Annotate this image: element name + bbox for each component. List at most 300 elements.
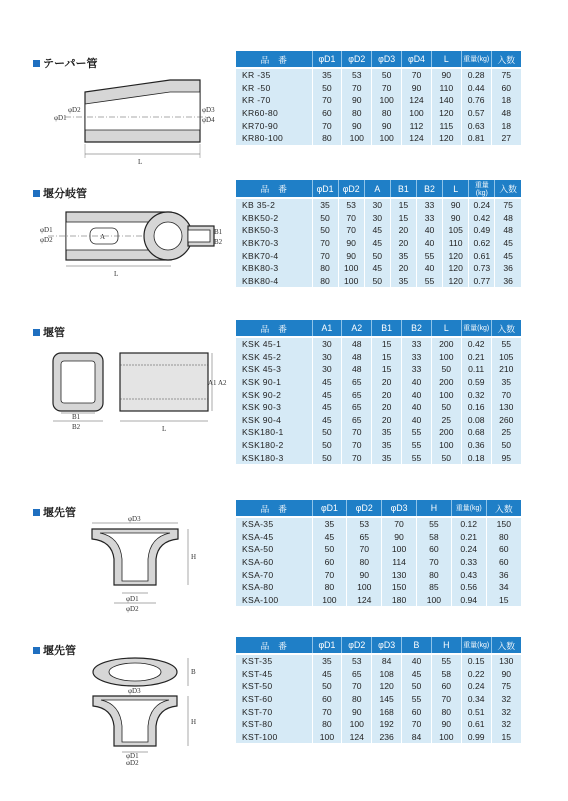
table-cell: 120 [431, 107, 461, 120]
table-cell: 15 [486, 594, 521, 607]
table-cell: 48 [495, 212, 521, 225]
table-cell: 100 [382, 543, 417, 556]
section-title-text: テーパー管 [43, 57, 98, 70]
table-row [236, 249, 521, 262]
table-cell: 34 [486, 581, 521, 594]
column-header: 入数 [491, 51, 521, 68]
table-cell: 45 [312, 401, 342, 414]
product-code-cell: KSK 90-2 [236, 388, 312, 401]
table-cell: 40 [402, 376, 432, 389]
column-header: φD2 [338, 180, 364, 198]
product-code-cell: KSK 90-4 [236, 414, 312, 427]
table-cell: 80 [342, 107, 372, 120]
column-header: 品 番 [236, 637, 312, 654]
table-cell: 50 [431, 451, 461, 464]
product-code-cell: KR -35 [236, 68, 312, 82]
diagram-label: φD2 [40, 236, 53, 244]
table-cell: 20 [372, 388, 402, 401]
table-cell: 70 [347, 543, 382, 556]
table-cell: 80 [342, 693, 372, 706]
product-code-cell: KSK 90-3 [236, 401, 312, 414]
table-cell: 45 [495, 249, 521, 262]
table-cell: 60 [486, 543, 521, 556]
table-cell: 0.21 [451, 531, 486, 544]
table-cell: 36 [495, 275, 521, 288]
table-cell: 15 [372, 337, 402, 351]
table-row [236, 224, 521, 237]
table-cell: 108 [372, 668, 402, 681]
column-header: φD3 [382, 500, 417, 517]
table-cell: 20 [390, 262, 416, 275]
table-row [236, 376, 521, 389]
bullet-square-icon [33, 509, 40, 516]
table-cell: 90 [491, 668, 521, 681]
table-cell: 53 [347, 517, 382, 531]
table-cell: 40 [402, 654, 432, 668]
product-code-cell: KR -70 [236, 94, 312, 107]
weir-tip-pipe-2-table [236, 637, 521, 743]
product-code-cell: KST-60 [236, 693, 312, 706]
table-cell: 105 [491, 351, 521, 364]
table-cell: 100 [416, 594, 451, 607]
diagram-label: A2 [218, 379, 227, 387]
column-header: 品 番 [236, 320, 312, 337]
table-cell: 130 [382, 568, 417, 581]
table-row [236, 363, 521, 376]
table-cell: 124 [402, 132, 432, 145]
table-cell: 124 [347, 594, 382, 607]
table-cell: 100 [342, 132, 372, 145]
table-cell: 50 [402, 680, 432, 693]
column-header: φD1 [312, 180, 338, 198]
column-header: φD1 [312, 500, 347, 517]
table-cell: 100 [431, 439, 461, 452]
diagram-label: φD1 [54, 114, 67, 122]
branch-pipe-table [236, 180, 521, 287]
table-cell: 65 [342, 376, 372, 389]
column-header: φD3 [372, 637, 402, 654]
table-cell: 70 [416, 556, 451, 569]
table-cell: 90 [372, 119, 402, 132]
table-cell: 90 [342, 119, 372, 132]
table-cell: 0.36 [461, 439, 491, 452]
table-cell: 15 [372, 363, 402, 376]
diagram-label: φD2 [68, 106, 81, 114]
table-cell: 114 [382, 556, 417, 569]
table-cell: 100 [342, 718, 372, 731]
table-header-row [236, 637, 521, 654]
table-cell: 120 [443, 249, 469, 262]
product-code-cell: KST-50 [236, 680, 312, 693]
diagram-label: B2 [72, 423, 81, 431]
table-cell: 70 [312, 705, 342, 718]
table-cell: 140 [431, 94, 461, 107]
table-cell: 0.43 [451, 568, 486, 581]
table-cell: 36 [495, 262, 521, 275]
table-cell: 70 [312, 119, 342, 132]
table-cell: 0.42 [469, 212, 495, 225]
weir-tip-pipe-diagram [70, 515, 210, 615]
table-row [236, 426, 521, 439]
table-cell: 55 [402, 451, 432, 464]
table-cell: 180 [382, 594, 417, 607]
table-cell: 65 [342, 401, 372, 414]
table-cell: 70 [342, 426, 372, 439]
table-cell: 45 [312, 376, 342, 389]
table-cell: 100 [431, 731, 461, 744]
table-row [236, 556, 521, 569]
table-row [236, 718, 521, 731]
table-cell: 0.21 [461, 351, 491, 364]
table-header-row [236, 500, 521, 517]
product-code-cell: KBK50-3 [236, 224, 312, 237]
table-cell: 60 [431, 680, 461, 693]
table-cell: 100 [372, 94, 402, 107]
table-cell: 150 [486, 517, 521, 531]
column-header: φD2 [342, 51, 372, 68]
table-row [236, 337, 521, 351]
column-header: φD1 [312, 51, 342, 68]
column-header: B2 [417, 180, 443, 198]
table-cell: 18 [491, 94, 521, 107]
table-cell: 100 [312, 594, 347, 607]
table-row [236, 107, 521, 120]
table-cell: 90 [338, 249, 364, 262]
bullet-square-icon [33, 329, 40, 336]
table-header-row [236, 180, 521, 198]
table-cell: 27 [491, 132, 521, 145]
diagram-label: φD1 [126, 752, 139, 760]
table-cell: 70 [342, 439, 372, 452]
table-cell: 25 [431, 414, 461, 427]
column-header: A2 [342, 320, 372, 337]
table-cell: 48 [491, 107, 521, 120]
table-cell: 0.42 [461, 337, 491, 351]
product-code-cell: KST-35 [236, 654, 312, 668]
column-header: A1 [312, 320, 342, 337]
column-header: φD2 [342, 637, 372, 654]
product-code-cell: KSA-70 [236, 568, 312, 581]
table-cell: 90 [443, 212, 469, 225]
table-row [236, 581, 521, 594]
table-cell: 200 [431, 337, 461, 351]
table-cell: 32 [491, 693, 521, 706]
table-cell: 124 [342, 731, 372, 744]
table-cell: 32 [491, 705, 521, 718]
table-cell: 130 [491, 401, 521, 414]
table-cell: 130 [491, 654, 521, 668]
table-cell: 110 [431, 82, 461, 95]
table-row [236, 439, 521, 452]
product-code-cell: KSK 45-1 [236, 337, 312, 351]
table-row [236, 654, 521, 668]
table-cell: 70 [312, 249, 338, 262]
diagram-label: B1 [214, 228, 223, 236]
table-cell: 0.76 [461, 94, 491, 107]
column-header: φD4 [402, 51, 432, 68]
table-cell: 45 [364, 262, 390, 275]
table-cell: 70 [372, 82, 402, 95]
column-header: 入数 [491, 320, 521, 337]
table-cell: 40 [402, 401, 432, 414]
product-code-cell: KBK80-3 [236, 262, 312, 275]
weir-tip-pipe-2-diagram [70, 650, 210, 765]
table-cell: 33 [402, 351, 432, 364]
table-row [236, 594, 521, 607]
column-header: H [416, 500, 451, 517]
table-cell: 70 [342, 451, 372, 464]
table-cell: 95 [491, 451, 521, 464]
table-cell: 124 [402, 94, 432, 107]
table-cell: 55 [491, 337, 521, 351]
table-cell: 70 [342, 680, 372, 693]
table-row [236, 351, 521, 364]
column-header: A [364, 180, 390, 198]
table-cell: 260 [491, 414, 521, 427]
table-cell: 0.16 [461, 401, 491, 414]
section-title-text: 堰先管 [43, 506, 76, 519]
product-code-cell: KR80-100 [236, 132, 312, 145]
table-cell: 90 [402, 82, 432, 95]
table-cell: 0.62 [469, 237, 495, 250]
table-cell: 70 [402, 718, 432, 731]
column-header: L [431, 51, 461, 68]
table-cell: 0.08 [461, 414, 491, 427]
table-cell: 60 [416, 543, 451, 556]
product-code-cell: KST-80 [236, 718, 312, 731]
product-code-cell: KSK 45-2 [236, 351, 312, 364]
table-cell: 50 [312, 680, 342, 693]
table-cell: 0.15 [461, 654, 491, 668]
table-cell: 90 [443, 198, 469, 212]
table-cell: 48 [495, 224, 521, 237]
table-cell: 40 [417, 262, 443, 275]
weir-tip-pipe-table [236, 500, 521, 606]
table-cell: 210 [491, 363, 521, 376]
table-cell: 50 [364, 275, 390, 288]
table-cell: 55 [431, 654, 461, 668]
column-header: B2 [402, 320, 432, 337]
column-header: 品 番 [236, 51, 312, 68]
table-cell: 35 [312, 68, 342, 82]
table-cell: 0.56 [451, 581, 486, 594]
product-code-cell: KB 35-2 [236, 198, 312, 212]
table-cell: 0.24 [469, 198, 495, 212]
table-cell: 0.68 [461, 426, 491, 439]
table-cell: 70 [342, 82, 372, 95]
column-header: 品 番 [236, 180, 312, 198]
table-cell: 0.73 [469, 262, 495, 275]
column-header: 重量(kg) [469, 180, 495, 198]
column-header: 入数 [486, 500, 521, 517]
table-cell: 120 [443, 262, 469, 275]
table-cell: 35 [372, 426, 402, 439]
table-cell: 55 [402, 426, 432, 439]
table-cell: 0.11 [461, 363, 491, 376]
table-cell: 60 [491, 82, 521, 95]
table-cell: 192 [372, 718, 402, 731]
table-cell: 0.24 [451, 543, 486, 556]
table-cell: 35 [390, 275, 416, 288]
section-title-text: 堰管 [43, 326, 65, 339]
table-cell: 50 [312, 426, 342, 439]
diagram-label: H [191, 718, 197, 726]
table-cell: 48 [342, 337, 372, 351]
table-cell: 20 [390, 237, 416, 250]
table-cell: 50 [312, 439, 342, 452]
product-code-cell: KSA-60 [236, 556, 312, 569]
table-cell: 0.49 [469, 224, 495, 237]
table-cell: 60 [486, 556, 521, 569]
table-cell: 90 [342, 94, 372, 107]
table-cell: 84 [372, 654, 402, 668]
section-title-branch-pipe [33, 185, 87, 201]
table-cell: 80 [312, 275, 338, 288]
section-title-taper-pipe [33, 55, 97, 71]
table-cell: 55 [417, 249, 443, 262]
table-cell: 150 [382, 581, 417, 594]
table-cell: 15 [390, 212, 416, 225]
table-row [236, 451, 521, 464]
table-cell: 120 [443, 275, 469, 288]
diagram-label: B1 [72, 413, 81, 421]
product-code-cell: KSA-45 [236, 531, 312, 544]
table-cell: 110 [443, 237, 469, 250]
table-cell: 0.33 [451, 556, 486, 569]
diagram-label: φD3 [128, 687, 141, 695]
table-row [236, 82, 521, 95]
table-cell: 65 [342, 414, 372, 427]
table-row [236, 401, 521, 414]
table-cell: 25 [491, 426, 521, 439]
table-cell: 112 [402, 119, 432, 132]
table-cell: 53 [338, 198, 364, 212]
product-code-cell: KR60-80 [236, 107, 312, 120]
section-title-text: 堰分岐管 [43, 187, 87, 200]
table-cell: 120 [431, 132, 461, 145]
table-cell: 60 [402, 705, 432, 718]
table-cell: 45 [312, 531, 347, 544]
table-cell: 50 [372, 68, 402, 82]
bullet-square-icon [33, 190, 40, 197]
weir-pipe-table [236, 320, 521, 464]
table-row [236, 414, 521, 427]
table-cell: 65 [342, 388, 372, 401]
table-cell: 0.51 [461, 705, 491, 718]
table-cell: 20 [372, 401, 402, 414]
section-title-text: 堰先管 [43, 644, 76, 657]
table-cell: 35 [312, 654, 342, 668]
table-cell: 100 [431, 351, 461, 364]
table-row [236, 668, 521, 681]
table-cell: 80 [431, 705, 461, 718]
table-cell: 50 [312, 224, 338, 237]
table-cell: 35 [372, 451, 402, 464]
table-cell: 45 [312, 414, 342, 427]
table-cell: 65 [347, 531, 382, 544]
table-cell: 0.81 [461, 132, 491, 145]
diagram-label: φD3 [128, 515, 141, 523]
diagram-label: φD2 [126, 605, 139, 613]
bullet-square-icon [33, 647, 40, 654]
table-cell: 60 [312, 556, 347, 569]
table-cell: 0.61 [469, 249, 495, 262]
table-cell: 58 [416, 531, 451, 544]
table-cell: 0.77 [469, 275, 495, 288]
table-cell: 36 [486, 568, 521, 581]
table-cell: 100 [402, 107, 432, 120]
table-cell: 58 [431, 668, 461, 681]
diagram-label: φD4 [202, 116, 215, 124]
table-cell: 53 [342, 654, 372, 668]
table-cell: 75 [491, 68, 521, 82]
taper-pipe-table [236, 51, 521, 145]
table-cell: 45 [312, 668, 342, 681]
table-cell: 100 [347, 581, 382, 594]
table-cell: 0.44 [461, 82, 491, 95]
product-code-cell: KSK180-2 [236, 439, 312, 452]
diagram-label: φD2 [126, 759, 139, 765]
product-code-cell: KST-45 [236, 668, 312, 681]
table-row [236, 132, 521, 145]
table-row [236, 237, 521, 250]
table-cell: 0.99 [461, 731, 491, 744]
taper-pipe-diagram [50, 72, 225, 167]
table-cell: 80 [312, 132, 342, 145]
table-cell: 70 [338, 212, 364, 225]
table-cell: 50 [312, 212, 338, 225]
table-cell: 20 [372, 414, 402, 427]
table-cell: 60 [312, 693, 342, 706]
column-header: B1 [372, 320, 402, 337]
table-cell: 0.22 [461, 668, 491, 681]
table-cell: 30 [364, 212, 390, 225]
table-cell: 75 [491, 680, 521, 693]
table-cell: 30 [312, 351, 342, 364]
diagram-label: L [114, 270, 119, 278]
product-code-cell: KBK70-4 [236, 249, 312, 262]
table-row [236, 94, 521, 107]
table-cell: 33 [402, 337, 432, 351]
table-row [236, 517, 521, 531]
table-cell: 70 [338, 224, 364, 237]
table-cell: 30 [312, 337, 342, 351]
table-cell: 0.12 [451, 517, 486, 531]
column-header: 入数 [491, 637, 521, 654]
table-cell: 70 [312, 237, 338, 250]
table-cell: 100 [338, 262, 364, 275]
table-cell: 18 [491, 119, 521, 132]
table-cell: 30 [312, 363, 342, 376]
table-cell: 50 [431, 363, 461, 376]
diagram-label: φD3 [202, 106, 215, 114]
table-cell: 50 [431, 401, 461, 414]
table-row [236, 262, 521, 275]
table-cell: 40 [417, 224, 443, 237]
table-row [236, 212, 521, 225]
diagram-label: A [100, 233, 106, 241]
table-cell: 0.59 [461, 376, 491, 389]
table-cell: 0.94 [451, 594, 486, 607]
table-cell: 35 [491, 376, 521, 389]
column-header: L [443, 180, 469, 198]
table-cell: 48 [342, 351, 372, 364]
table-cell: 90 [382, 531, 417, 544]
column-header: 入数 [495, 180, 521, 198]
table-cell: 168 [372, 705, 402, 718]
table-cell: 40 [402, 388, 432, 401]
bullet-square-icon [33, 60, 40, 67]
